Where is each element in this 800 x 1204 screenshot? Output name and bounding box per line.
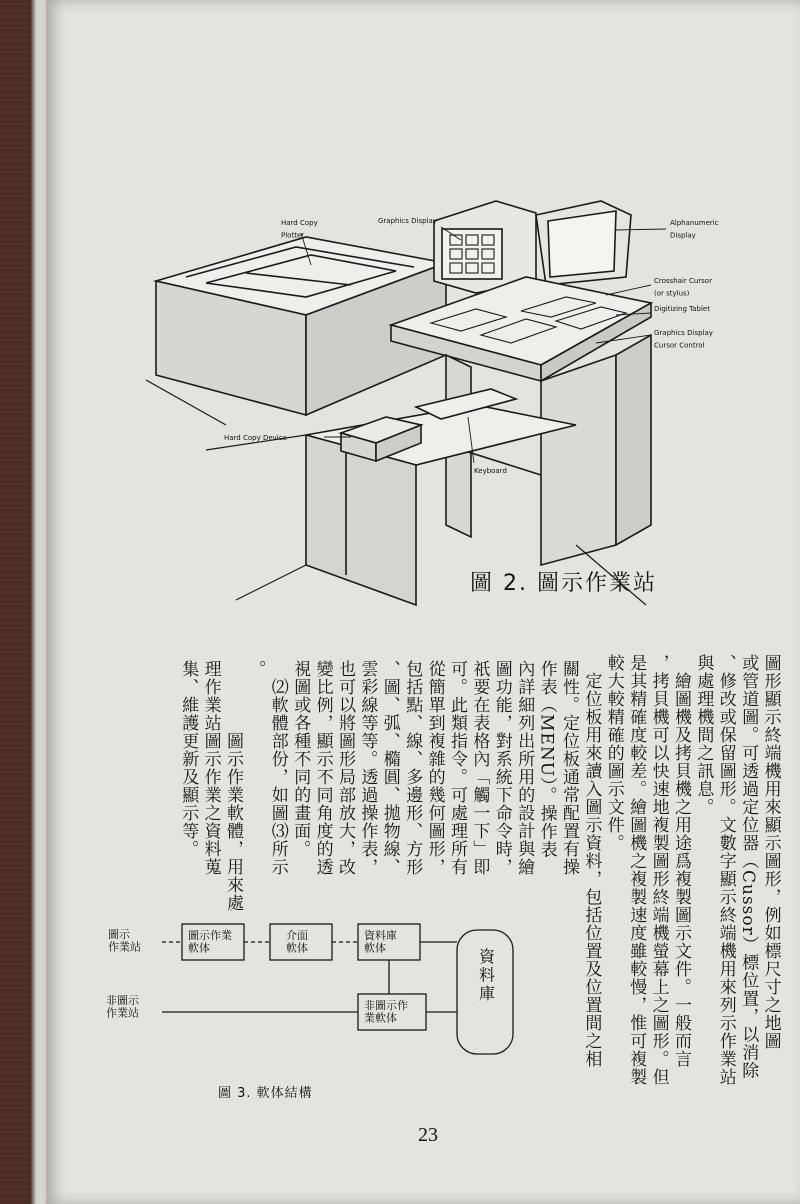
node-interface-software: 介面軟体 [286, 929, 308, 955]
page-number: 23 [418, 1124, 438, 1146]
node-non-graphic-software: 非圖示作業軟体 [364, 999, 408, 1025]
label-hard-copy-device: Hard Copy Device [224, 434, 287, 442]
node-graphic-station: 圖示作業站 [108, 928, 141, 954]
text-column: 。 [245, 660, 266, 678]
node-non-graphic-station: 非圖示作業站 [106, 994, 139, 1020]
figure-workstation-illustration [146, 185, 719, 615]
text-column: 理作業站圖示作業之資料蒐 [200, 660, 221, 876]
text-column: 變比例，顯示不同角度的透 [312, 660, 333, 876]
label-alphanumeric-display: Alphanumeric Display [670, 219, 719, 240]
text-column: 或管道圖。可透過定位器（Cussor）標位置，以消除 [738, 654, 759, 1080]
text-column: 與處理機間之訊息。 [693, 654, 714, 816]
text-column: 從簡單到複雜的幾何圖形， [424, 660, 445, 876]
text-column: 是其精確度較差。繪圖機之複製速度雖較慢，惟可複製 [626, 654, 647, 1086]
text-column: 定位板用來讀入圖示資料，包括位置及位置間之相 [581, 654, 602, 1068]
text-column: 關性。定位板通常配置有操 [559, 660, 579, 876]
label-crosshair-cursor: Crosshair Cursor (or stylus) [654, 277, 712, 298]
text-column: 、圖、弧、橢圓、拋物線、 [379, 660, 400, 876]
text-column: 內詳細列出所用的設計與繪 [514, 660, 535, 876]
figure-software-structure-diagram [102, 912, 532, 1082]
node-graphic-software: 圖示作業軟体 [188, 929, 232, 955]
text-column: 作表（MENU）。操作表 [536, 660, 557, 859]
text-column: ⑵軟體部份，如圖⑶所示 [267, 660, 288, 876]
node-database-software: 資料庫軟体 [364, 929, 397, 955]
book-page [46, 0, 800, 1204]
text-column: 繪圖機及拷貝機之用途爲複製圖示文件。一般而言 [671, 654, 691, 1068]
text-column: 包括點、線、多邊形、方形 [402, 660, 423, 876]
text-column: 也可以將圖形局部放大，改 [335, 660, 355, 876]
figure-3-caption: 圖 3. 軟体結構 [218, 1086, 313, 1101]
book-cover-edge [0, 0, 30, 1204]
label-hard-copy-plotter: Hard Copy Plotter [281, 219, 318, 240]
text-column: 圖示作業軟體，用來處 [223, 660, 243, 912]
text-column: 集、維護更新及顯示等。 [178, 660, 199, 858]
label-digitizing-tablet: Digitizing Tablet [654, 305, 710, 313]
label-keyboard: Keyboard [474, 467, 507, 475]
text-column: 可。此類指令。可處理所有 [447, 660, 467, 876]
text-column: 、修改或保留圖形。文數字顯示終端機用來列示作業站 [715, 654, 736, 1086]
node-database: 資料庫 [479, 947, 496, 1003]
label-graphics-display: Graphics Display [378, 217, 437, 225]
text-column: ，拷貝機可以快速地複製圖形終端機螢幕上之圖形。但 [648, 654, 669, 1086]
text-column: 祇要在表格內「觸一下」即 [469, 660, 490, 876]
text-column: 視圖或各種不同的畫面。 [290, 660, 311, 858]
label-graphics-cursor-control: Graphics Display Cursor Control [654, 329, 713, 350]
text-column: 雲彩線等等。透過操作表， [357, 660, 378, 876]
text-column: 較大較精確的圖示文件。 [603, 654, 624, 852]
text-column: 圖形顯示終端機用來顯示圖形，例如標尺寸之地圖 [760, 654, 781, 1050]
figure-2-caption: 圖 2. 圖示作業站 [470, 571, 657, 596]
text-column: 圖功能，對系統下命令時， [491, 660, 512, 876]
